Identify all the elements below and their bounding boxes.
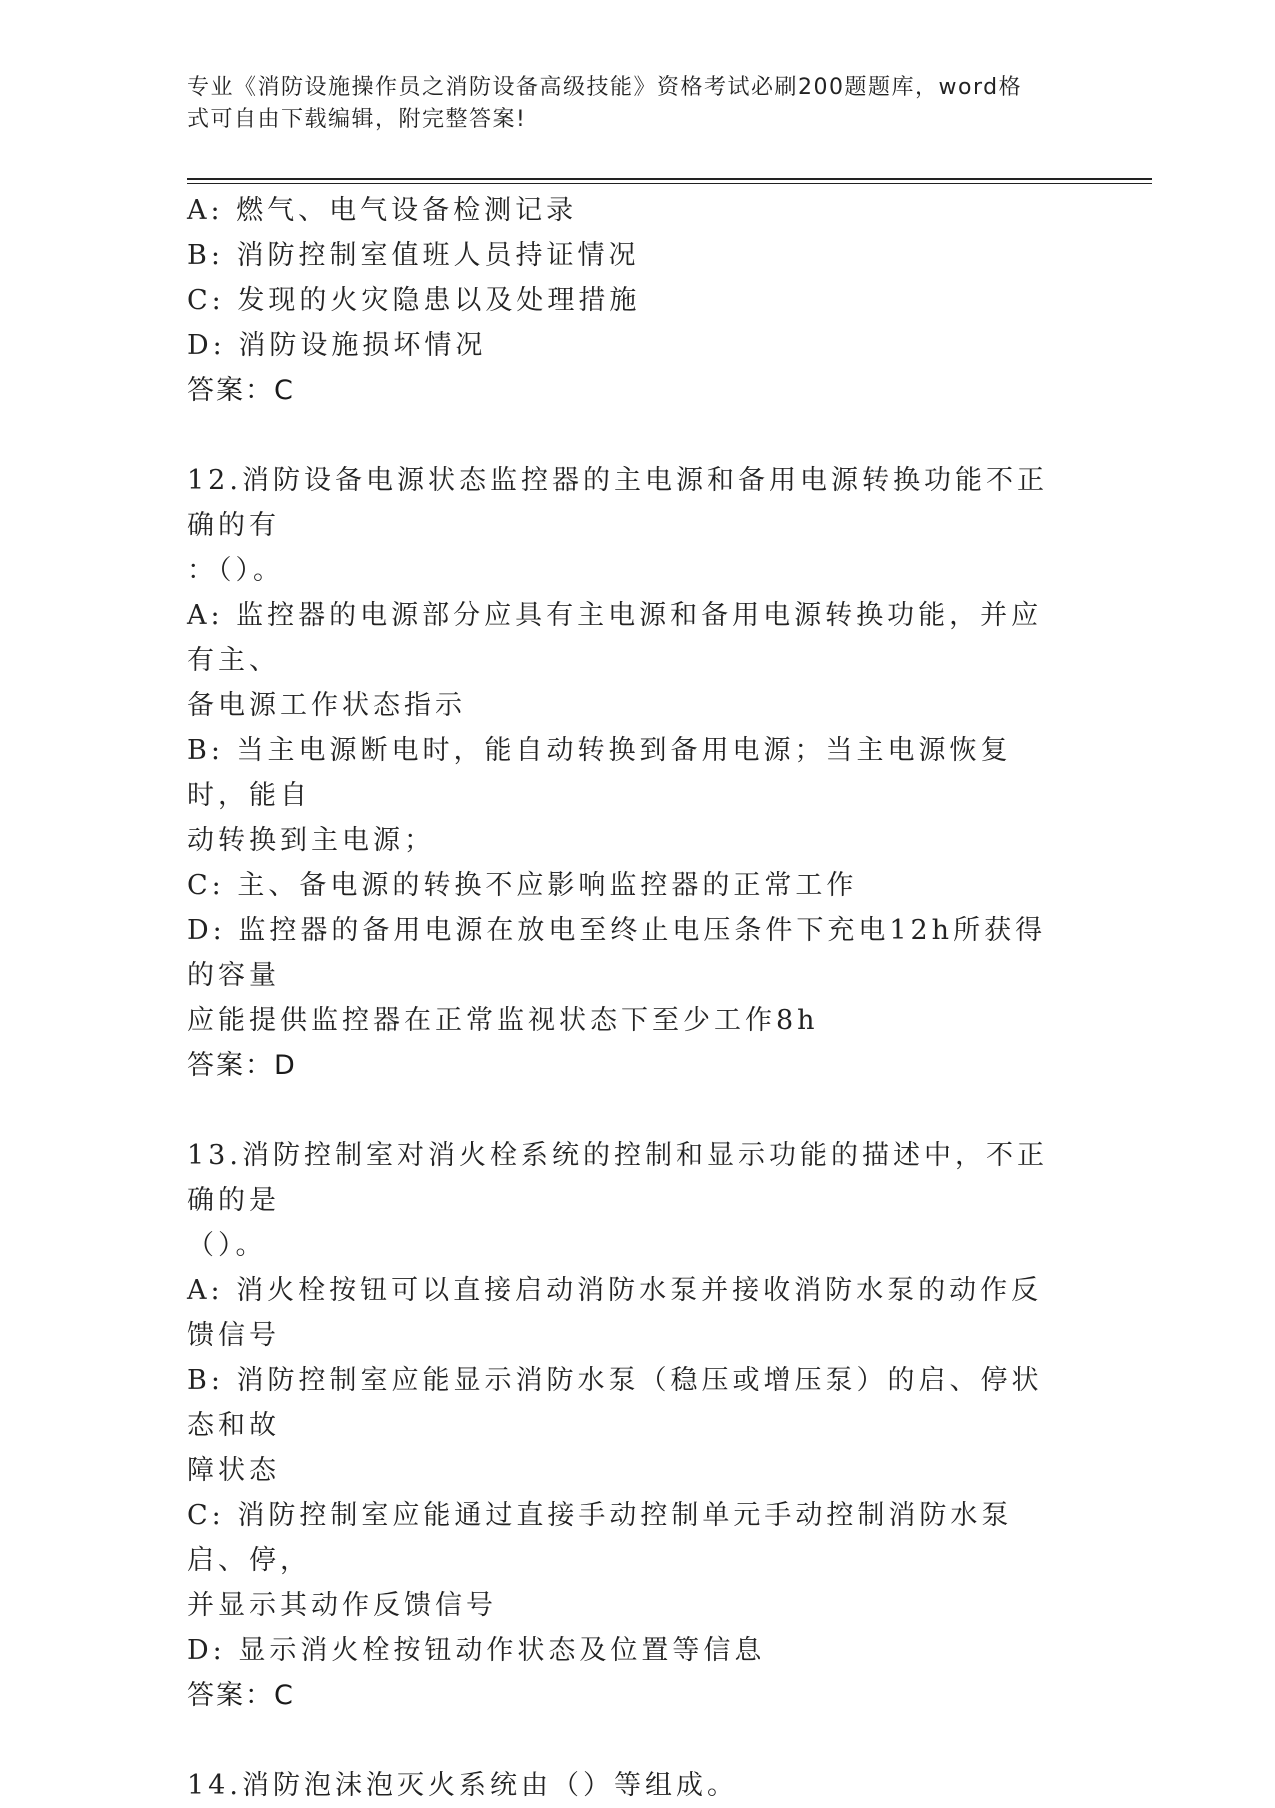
q12-option-d-line-1: D: 监控器的备用电源在放电至终止电压条件下充电12h所获得的容量 — [187, 915, 1047, 991]
spacer — [187, 1718, 1067, 1763]
header-line-1: 专业《消防设施操作员之消防设备高级技能》资格考试必刷200题题库，word格 — [187, 75, 1023, 100]
q12-stem-line-2: ：（）。 — [187, 555, 284, 586]
header-rule-thin — [187, 183, 1152, 184]
q13-option-b-line-2: 障状态 — [187, 1455, 280, 1486]
q12-option-b-line-2: 动转换到主电源； — [187, 825, 435, 856]
q12-option-d-line-2: 应能提供监控器在正常监视状态下至少工作8h — [187, 1005, 819, 1036]
question-11 — [187, 188, 1067, 413]
header-line-2: 式可自由下载编辑，附完整答案! — [187, 107, 527, 132]
q11-option-a: A: 燃气、电气设备检测记录 — [187, 195, 578, 226]
q13-option-d: D: 显示消火栓按钮动作状态及位置等信息 — [187, 1635, 766, 1666]
question-14 — [187, 1763, 1067, 1808]
q11-answer: 答案：C — [187, 375, 295, 406]
q13-option-c-line-1: C: 消防控制室应能通过直接手动控制单元手动控制消防水泵启、停， — [187, 1500, 1013, 1576]
q11-option-b: B: 消防控制室值班人员持证情况 — [187, 240, 640, 271]
q13-option-c-line-2: 并显示其动作反馈信号 — [187, 1590, 497, 1621]
q12-answer: 答案：D — [187, 1050, 297, 1081]
question-list — [187, 188, 1067, 1808]
q12-option-c: C: 主、备电源的转换不应影响监控器的正常工作 — [187, 870, 858, 901]
question-13 — [187, 1133, 1067, 1718]
q11-option-c: C: 发现的火灾隐患以及处理措施 — [187, 285, 641, 316]
q12-option-a-line-2: 备电源工作状态指示 — [187, 690, 466, 721]
q12-option-b-line-1: B: 当主电源断电时，能自动转换到备用电源；当主电源恢复时，能自 — [187, 735, 1012, 811]
q12-option-a-line-1: A: 监控器的电源部分应具有主电源和备用电源转换功能，并应有主、 — [187, 600, 1043, 676]
q14-stem-line-1: 14.消防泡沫泡灭火系统由（）等组成。 — [187, 1770, 738, 1801]
q12-stem-line-1: 12.消防设备电源状态监控器的主电源和备用电源转换功能不正确的有 — [187, 465, 1048, 541]
document-header — [187, 72, 1067, 136]
header-rule-thick — [187, 178, 1152, 180]
spacer — [187, 1088, 1067, 1133]
q13-option-a: A: 消火栓按钮可以直接启动消防水泵并接收消防水泵的动作反馈信号 — [187, 1275, 1043, 1351]
q13-stem-line-1: 13.消防控制室对消火栓系统的控制和显示功能的描述中，不正确的是 — [187, 1140, 1048, 1216]
q13-answer: 答案：C — [187, 1680, 295, 1711]
q13-option-b-line-1: B: 消防控制室应能显示消防水泵（稳压或增压泵）的启、停状态和故 — [187, 1365, 1043, 1441]
question-12 — [187, 458, 1067, 1088]
spacer — [187, 413, 1067, 458]
q13-stem-line-2: （）。 — [187, 1230, 267, 1261]
q11-option-d: D: 消防设施损坏情况 — [187, 330, 487, 361]
